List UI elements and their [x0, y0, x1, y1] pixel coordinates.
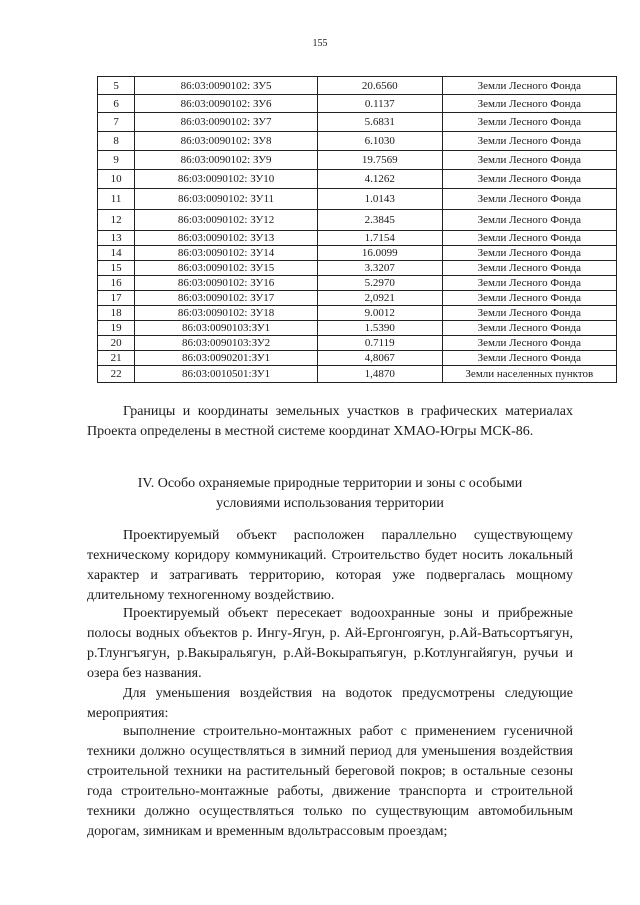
land-category-cell: Земли Лесного Фонда — [442, 246, 616, 261]
table-row — [98, 132, 617, 151]
area-cell: 0.1137 — [317, 95, 442, 113]
land-category-cell: Земли Лесного Фонда — [442, 351, 616, 366]
table-row — [98, 321, 617, 336]
land-category-cell: Земли Лесного Фонда — [442, 306, 616, 321]
row-number-cell: 5 — [98, 77, 135, 95]
table-row — [98, 276, 617, 291]
area-cell: 16.0099 — [317, 246, 442, 261]
land-category-cell: Земли Лесного Фонда — [442, 132, 616, 151]
section-title — [87, 474, 573, 514]
area-cell: 3.3207 — [317, 261, 442, 276]
table-row — [98, 246, 617, 261]
cadastral-number-cell: 86:03:0090102: ЗУ9 — [135, 151, 318, 170]
row-number-cell: 15 — [98, 261, 135, 276]
row-number-cell: 18 — [98, 306, 135, 321]
page-number: 155 — [312, 38, 328, 49]
paragraph-project-location: Проектируемый объект расположен параллельно существующему техническому коридору коммуникаций. Строительство будет носить локальный характер и затрагивать территорию, которая уже подвергалась мощному длительному техногенному воздействию. — [87, 528, 573, 603]
row-number-cell: 13 — [98, 231, 135, 246]
area-cell: 5.2970 — [317, 276, 442, 291]
row-number-cell: 19 — [98, 321, 135, 336]
land-category-cell: Земли населенных пунктов — [442, 366, 616, 383]
area-cell: 20.6560 — [317, 77, 442, 95]
table-row — [98, 151, 617, 170]
row-number-cell: 17 — [98, 291, 135, 306]
cadastral-number-cell: 86:03:0010501:ЗУ1 — [135, 366, 318, 383]
cadastral-number-cell: 86:03:0090102: ЗУ14 — [135, 246, 318, 261]
paragraph-construction-measures: выполнение строительно-монтажных работ с применением гусеничной техники должно осуществляться в зимний период для уменьшения воздействия строительной техники на растительный береговой покров; в остальные сезоны года строительно-монтажные работы, движение транспорта и строительной техники должно осуществляться только по существующим автомобильным дорогам, зимникам и временным вдольтрассовым проездам; — [87, 724, 573, 839]
land-category-cell: Земли Лесного Фонда — [442, 231, 616, 246]
land-category-cell: Земли Лесного Фонда — [442, 151, 616, 170]
land-category-cell: Земли Лесного Фонда — [442, 113, 616, 132]
cadastral-number-cell: 86:03:0090102: ЗУ10 — [135, 170, 318, 189]
table-row — [98, 77, 617, 95]
area-cell: 2.3845 — [317, 210, 442, 231]
row-number-cell: 12 — [98, 210, 135, 231]
table-row — [98, 291, 617, 306]
land-category-cell: Земли Лесного Фонда — [442, 276, 616, 291]
paragraph-water-protection: Проектируемый объект пересекает водоохранные зоны и прибрежные полосы водных объектов р. Ингу-Ягун, р. Ай-Ергонгоягун, р.Ай-Ватьсортъягун, р.Тлунгъягун, р.Вакыральягун, р.Ай-Вокырапъягун, р.Котлунгайягун, ручьи и озера без названия. — [87, 606, 573, 681]
cadastral-number-cell: 86:03:0090102: ЗУ8 — [135, 132, 318, 151]
land-category-cell: Земли Лесного Фонда — [442, 95, 616, 113]
row-number-cell: 20 — [98, 336, 135, 351]
paragraph-measures-intro: Для уменьшения воздействия на водоток предусмотрены следующие мероприятия: — [87, 686, 573, 721]
area-cell: 4,8067 — [317, 351, 442, 366]
cadastral-number-cell: 86:03:0090102: ЗУ17 — [135, 291, 318, 306]
cadastral-number-cell: 86:03:0090102: ЗУ5 — [135, 77, 318, 95]
land-category-cell: Земли Лесного Фонда — [442, 189, 616, 210]
area-cell: 5.6831 — [317, 113, 442, 132]
table-row — [98, 95, 617, 113]
row-number-cell: 14 — [98, 246, 135, 261]
cadastral-number-cell: 86:03:0090102: ЗУ18 — [135, 306, 318, 321]
table-row — [98, 261, 617, 276]
table-row — [98, 210, 617, 231]
area-cell: 4.1262 — [317, 170, 442, 189]
area-cell: 1.7154 — [317, 231, 442, 246]
cadastral-number-cell: 86:03:0090201:ЗУ1 — [135, 351, 318, 366]
cadastral-number-cell: 86:03:0090103:ЗУ1 — [135, 321, 318, 336]
cadastral-number-cell: 86:03:0090102: ЗУ15 — [135, 261, 318, 276]
area-cell: 0.7119 — [317, 336, 442, 351]
area-cell: 6.1030 — [317, 132, 442, 151]
row-number-cell: 6 — [98, 95, 135, 113]
table-row — [98, 113, 617, 132]
cadastral-number-cell: 86:03:0090103:ЗУ2 — [135, 336, 318, 351]
cadastral-number-cell: 86:03:0090102: ЗУ13 — [135, 231, 318, 246]
area-cell: 19.7569 — [317, 151, 442, 170]
row-number-cell: 16 — [98, 276, 135, 291]
table-row — [98, 306, 617, 321]
area-cell: 1,4870 — [317, 366, 442, 383]
land-category-cell: Земли Лесного Фонда — [442, 321, 616, 336]
row-number-cell: 7 — [98, 113, 135, 132]
land-category-cell: Земли Лесного Фонда — [442, 210, 616, 231]
row-number-cell: 9 — [98, 151, 135, 170]
area-cell: 1.0143 — [317, 189, 442, 210]
table-row — [98, 189, 617, 210]
cadastral-number-cell: 86:03:0090102: ЗУ16 — [135, 276, 318, 291]
land-category-cell: Земли Лесного Фонда — [442, 261, 616, 276]
table-row — [98, 366, 617, 383]
row-number-cell: 11 — [98, 189, 135, 210]
area-cell: 9.0012 — [317, 306, 442, 321]
area-cell: 1.5390 — [317, 321, 442, 336]
section-title-line-1: IV. Особо охраняемые природные территории и зоны с особыми — [137, 476, 523, 491]
row-number-cell: 8 — [98, 132, 135, 151]
land-category-cell: Земли Лесного Фонда — [442, 170, 616, 189]
cadastral-number-cell: 86:03:0090102: ЗУ12 — [135, 210, 318, 231]
cadastral-number-cell: 86:03:0090102: ЗУ7 — [135, 113, 318, 132]
land-category-cell: Земли Лесного Фонда — [442, 336, 616, 351]
land-plots-table — [97, 76, 617, 383]
row-number-cell: 22 — [98, 366, 135, 383]
row-number-cell: 10 — [98, 170, 135, 189]
cadastral-number-cell: 86:03:0090102: ЗУ11 — [135, 189, 318, 210]
row-number-cell: 21 — [98, 351, 135, 366]
table-row — [98, 231, 617, 246]
section-title-line-2: условиями использования территории — [216, 496, 444, 511]
table-row — [98, 170, 617, 189]
table-row — [98, 336, 617, 351]
paragraph-boundaries: Границы и координаты земельных участков в графических материалах Проекта определены в местной системе координат ХМАО-Югры МСК-86. — [87, 404, 573, 439]
land-category-cell: Земли Лесного Фонда — [442, 291, 616, 306]
table-row — [98, 351, 617, 366]
area-cell: 2,0921 — [317, 291, 442, 306]
cadastral-number-cell: 86:03:0090102: ЗУ6 — [135, 95, 318, 113]
land-category-cell: Земли Лесного Фонда — [442, 77, 616, 95]
